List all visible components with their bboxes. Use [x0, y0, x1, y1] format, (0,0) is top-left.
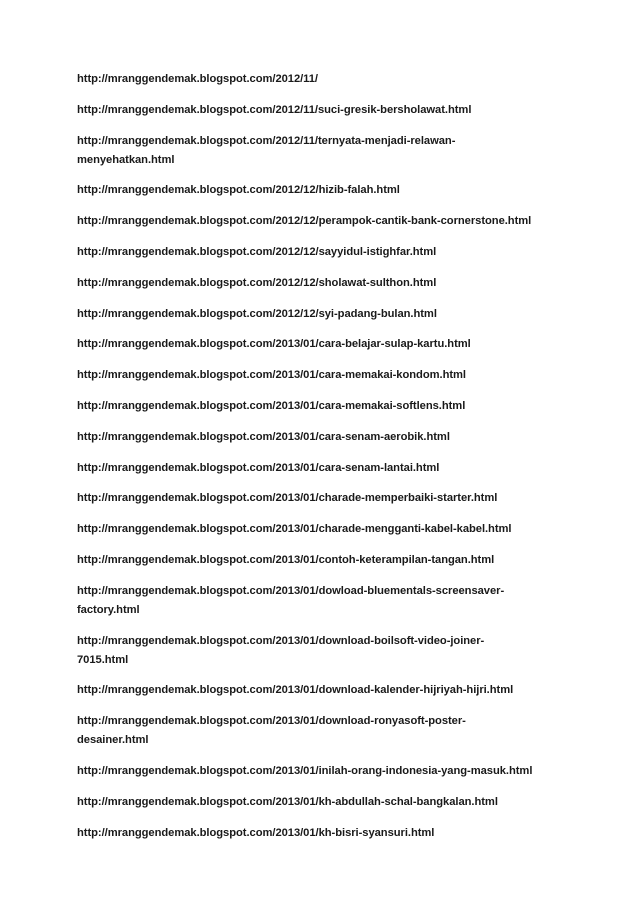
url-line: http://mranggendemak.blogspot.com/2013/01/download-kalender-hijriyah-hijri.html [77, 684, 514, 697]
url-line: http://mranggendemak.blogspot.com/2013/01/kh-bisri-syansuri.html [77, 826, 435, 839]
url-line: http://mranggendemak.blogspot.com/2012/12/syi-padang-bulan.html [77, 307, 437, 320]
url-line: http://mranggendemak.blogspot.com/2013/01/inilah-orang-indonesia-yang-masuk.html [77, 764, 533, 777]
url-line: http://mranggendemak.blogspot.com/2013/01/kh-abdullah-schal-bangkalan.html [77, 795, 498, 808]
url-line: http://mranggendemak.blogspot.com/2013/01/cara-memakai-softlens.html [77, 399, 466, 412]
url-line: http://mranggendemak.blogspot.com/2013/01/charade-memperbaiki-starter.html [77, 492, 498, 505]
url-line: http://mranggendemak.blogspot.com/2012/11/suci-gresik-bersholawat.html [77, 103, 472, 116]
url-line: http://mranggendemak.blogspot.com/2012/11/ternyata-menjadi-relawan- menyehatkan.html [77, 134, 456, 166]
url-line: http://mranggendemak.blogspot.com/2012/12/sholawat-sulthon.html [77, 276, 437, 289]
url-line: http://mranggendemak.blogspot.com/2013/01/cara-memakai-kondom.html [77, 369, 466, 382]
url-list [77, 70, 567, 854]
url-line: http://mranggendemak.blogspot.com/2013/01/download-ronyasoft-poster- desainer.html [77, 715, 466, 747]
url-line: http://mranggendemak.blogspot.com/2013/01/download-boilsoft-video-joiner- 7015.html [77, 634, 485, 666]
url-line: http://mranggendemak.blogspot.com/2012/12/hizib-falah.html [77, 184, 400, 197]
url-line: http://mranggendemak.blogspot.com/2012/11/ [77, 73, 318, 85]
url-line: http://mranggendemak.blogspot.com/2013/01/contoh-keterampilan-tangan.html [77, 553, 495, 566]
url-line: http://mranggendemak.blogspot.com/2013/01/charade-mengganti-kabel-kabel.html [77, 523, 512, 536]
url-line: http://mranggendemak.blogspot.com/2013/01/cara-senam-aerobik.html [77, 430, 450, 443]
url-line: http://mranggendemak.blogspot.com/2013/01/dowload-bluementals-screensaver- factory.html [77, 584, 505, 616]
url-line: http://mranggendemak.blogspot.com/2013/01/cara-senam-lantai.html [77, 461, 440, 474]
url-line: http://mranggendemak.blogspot.com/2012/12/perampok-cantik-bank-cornerstone.html [77, 215, 532, 228]
url-line: http://mranggendemak.blogspot.com/2013/01/cara-belajar-sulap-kartu.html [77, 338, 471, 351]
url-line: http://mranggendemak.blogspot.com/2012/12/sayyidul-istighfar.html [77, 245, 437, 258]
